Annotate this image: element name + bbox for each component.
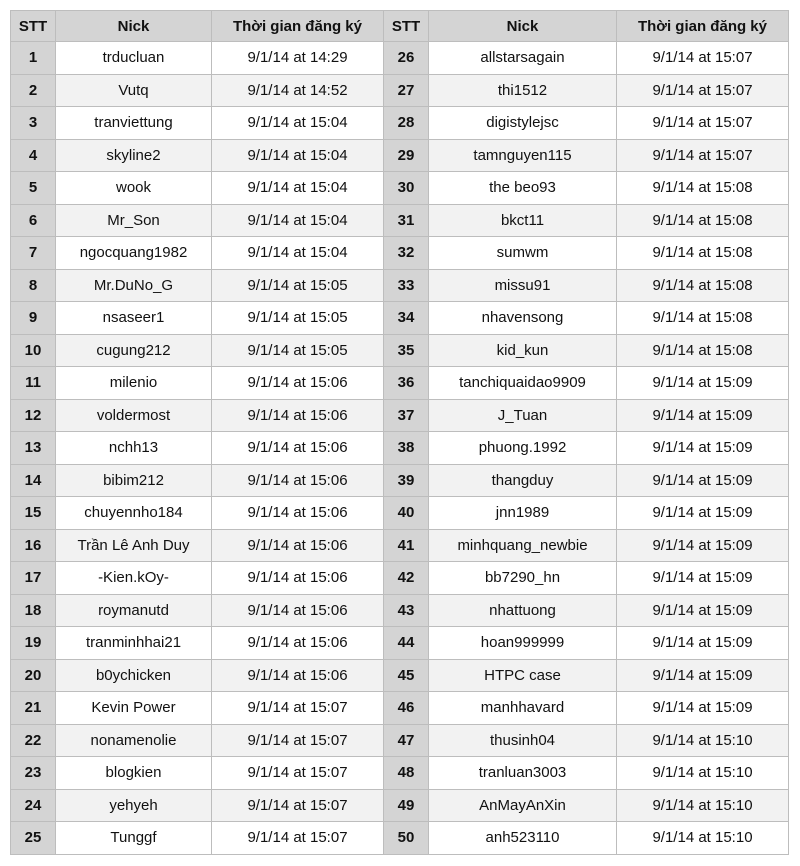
nick-cell: bb7290_hn <box>429 562 617 595</box>
stt-cell: 5 <box>11 172 56 205</box>
registration-table <box>10 10 789 855</box>
nick-cell: tamnguyen115 <box>429 139 617 172</box>
stt-cell: 29 <box>384 139 429 172</box>
registration-time-cell: 9/1/14 at 15:08 <box>617 204 789 237</box>
table-row <box>11 464 789 497</box>
registration-time-cell: 9/1/14 at 15:07 <box>212 789 384 822</box>
nick-cell: digistylejsc <box>429 107 617 140</box>
registration-time-cell: 9/1/14 at 15:06 <box>212 399 384 432</box>
stt-cell: 44 <box>384 627 429 660</box>
stt-cell: 48 <box>384 757 429 790</box>
nick-cell: milenio <box>56 367 212 400</box>
nick-cell: tanchiquaidao9909 <box>429 367 617 400</box>
registration-time-cell: 9/1/14 at 15:06 <box>212 497 384 530</box>
stt-cell: 23 <box>11 757 56 790</box>
registration-time-cell: 9/1/14 at 15:07 <box>212 822 384 855</box>
header-nick: Nick <box>56 11 212 42</box>
registration-time-cell: 9/1/14 at 15:09 <box>617 367 789 400</box>
nick-cell: Mr_Son <box>56 204 212 237</box>
registration-time-cell: 9/1/14 at 15:05 <box>212 302 384 335</box>
stt-cell: 27 <box>384 74 429 107</box>
nick-cell: jnn1989 <box>429 497 617 530</box>
registration-time-cell: 9/1/14 at 15:09 <box>617 432 789 465</box>
table-row <box>11 204 789 237</box>
table-row <box>11 529 789 562</box>
stt-cell: 6 <box>11 204 56 237</box>
nick-cell: Tunggf <box>56 822 212 855</box>
registration-table-container <box>10 10 789 855</box>
table-row <box>11 789 789 822</box>
table-row <box>11 42 789 75</box>
header-registration-time: Thời gian đăng ký <box>617 11 789 42</box>
table-row <box>11 692 789 725</box>
table-row <box>11 74 789 107</box>
registration-time-cell: 9/1/14 at 15:06 <box>212 659 384 692</box>
header-nick: Nick <box>429 11 617 42</box>
registration-time-cell: 9/1/14 at 15:07 <box>617 42 789 75</box>
stt-cell: 20 <box>11 659 56 692</box>
registration-time-cell: 9/1/14 at 15:09 <box>617 399 789 432</box>
stt-cell: 42 <box>384 562 429 595</box>
registration-time-cell: 9/1/14 at 14:52 <box>212 74 384 107</box>
registration-time-cell: 9/1/14 at 15:04 <box>212 204 384 237</box>
stt-cell: 18 <box>11 594 56 627</box>
table-row <box>11 107 789 140</box>
stt-cell: 34 <box>384 302 429 335</box>
stt-cell: 41 <box>384 529 429 562</box>
registration-time-cell: 9/1/14 at 15:08 <box>617 172 789 205</box>
registration-time-cell: 9/1/14 at 15:06 <box>212 464 384 497</box>
stt-cell: 35 <box>384 334 429 367</box>
registration-time-cell: 9/1/14 at 15:09 <box>617 627 789 660</box>
nick-cell: phuong.1992 <box>429 432 617 465</box>
nick-cell: thangduy <box>429 464 617 497</box>
nick-cell: skyline2 <box>56 139 212 172</box>
table-row <box>11 237 789 270</box>
table-row <box>11 139 789 172</box>
nick-cell: minhquang_newbie <box>429 529 617 562</box>
table-row <box>11 399 789 432</box>
stt-cell: 38 <box>384 432 429 465</box>
nick-cell: blogkien <box>56 757 212 790</box>
stt-cell: 32 <box>384 237 429 270</box>
nick-cell: voldermost <box>56 399 212 432</box>
stt-cell: 19 <box>11 627 56 660</box>
registration-time-cell: 9/1/14 at 15:10 <box>617 724 789 757</box>
stt-cell: 9 <box>11 302 56 335</box>
nick-cell: HTPC case <box>429 659 617 692</box>
table-row <box>11 334 789 367</box>
registration-time-cell: 9/1/14 at 15:04 <box>212 237 384 270</box>
registration-time-cell: 9/1/14 at 15:07 <box>617 74 789 107</box>
registration-time-cell: 9/1/14 at 15:04 <box>212 172 384 205</box>
registration-time-cell: 9/1/14 at 15:08 <box>617 269 789 302</box>
table-row <box>11 822 789 855</box>
stt-cell: 49 <box>384 789 429 822</box>
nick-cell: Vutq <box>56 74 212 107</box>
nick-cell: -Kien.kOy- <box>56 562 212 595</box>
stt-cell: 4 <box>11 139 56 172</box>
table-row <box>11 367 789 400</box>
registration-time-cell: 9/1/14 at 15:07 <box>617 139 789 172</box>
nick-cell: b0ychicken <box>56 659 212 692</box>
nick-cell: trducluan <box>56 42 212 75</box>
nick-cell: Mr.DuNo_G <box>56 269 212 302</box>
nick-cell: tranminhhai21 <box>56 627 212 660</box>
registration-time-cell: 9/1/14 at 15:07 <box>617 107 789 140</box>
stt-cell: 40 <box>384 497 429 530</box>
stt-cell: 45 <box>384 659 429 692</box>
stt-cell: 50 <box>384 822 429 855</box>
stt-cell: 7 <box>11 237 56 270</box>
nick-cell: ngocquang1982 <box>56 237 212 270</box>
stt-cell: 2 <box>11 74 56 107</box>
stt-cell: 16 <box>11 529 56 562</box>
registration-time-cell: 9/1/14 at 15:06 <box>212 627 384 660</box>
header-row <box>11 11 789 42</box>
stt-cell: 46 <box>384 692 429 725</box>
stt-cell: 47 <box>384 724 429 757</box>
table-body <box>11 42 789 855</box>
registration-time-cell: 9/1/14 at 15:07 <box>212 692 384 725</box>
registration-time-cell: 9/1/14 at 15:09 <box>617 659 789 692</box>
stt-cell: 25 <box>11 822 56 855</box>
table-row <box>11 302 789 335</box>
registration-time-cell: 9/1/14 at 15:04 <box>212 107 384 140</box>
stt-cell: 8 <box>11 269 56 302</box>
stt-cell: 15 <box>11 497 56 530</box>
stt-cell: 37 <box>384 399 429 432</box>
nick-cell: cugung212 <box>56 334 212 367</box>
nick-cell: chuyennho184 <box>56 497 212 530</box>
nick-cell: bkct11 <box>429 204 617 237</box>
stt-cell: 17 <box>11 562 56 595</box>
nick-cell: wook <box>56 172 212 205</box>
stt-cell: 26 <box>384 42 429 75</box>
table-row <box>11 497 789 530</box>
nick-cell: J_Tuan <box>429 399 617 432</box>
stt-cell: 21 <box>11 692 56 725</box>
nick-cell: sumwm <box>429 237 617 270</box>
registration-time-cell: 9/1/14 at 15:08 <box>617 302 789 335</box>
table-row <box>11 432 789 465</box>
registration-time-cell: 9/1/14 at 14:29 <box>212 42 384 75</box>
stt-cell: 36 <box>384 367 429 400</box>
nick-cell: hoan999999 <box>429 627 617 660</box>
nick-cell: manhhavard <box>429 692 617 725</box>
nick-cell: tranluan3003 <box>429 757 617 790</box>
stt-cell: 31 <box>384 204 429 237</box>
stt-cell: 14 <box>11 464 56 497</box>
nick-cell: missu91 <box>429 269 617 302</box>
registration-time-cell: 9/1/14 at 15:06 <box>212 432 384 465</box>
registration-time-cell: 9/1/14 at 15:09 <box>617 464 789 497</box>
registration-time-cell: 9/1/14 at 15:10 <box>617 789 789 822</box>
stt-cell: 28 <box>384 107 429 140</box>
nick-cell: nchh13 <box>56 432 212 465</box>
registration-time-cell: 9/1/14 at 15:06 <box>212 367 384 400</box>
stt-cell: 22 <box>11 724 56 757</box>
stt-cell: 43 <box>384 594 429 627</box>
registration-time-cell: 9/1/14 at 15:04 <box>212 139 384 172</box>
stt-cell: 10 <box>11 334 56 367</box>
header-stt: STT <box>11 11 56 42</box>
nick-cell: kid_kun <box>429 334 617 367</box>
registration-time-cell: 9/1/14 at 15:08 <box>617 237 789 270</box>
registration-time-cell: 9/1/14 at 15:09 <box>617 529 789 562</box>
table-row <box>11 659 789 692</box>
table-row <box>11 627 789 660</box>
registration-time-cell: 9/1/14 at 15:08 <box>617 334 789 367</box>
stt-cell: 11 <box>11 367 56 400</box>
stt-cell: 24 <box>11 789 56 822</box>
table-row <box>11 269 789 302</box>
nick-cell: yehyeh <box>56 789 212 822</box>
table-row <box>11 172 789 205</box>
nick-cell: the beo93 <box>429 172 617 205</box>
registration-time-cell: 9/1/14 at 15:05 <box>212 269 384 302</box>
table-row <box>11 724 789 757</box>
registration-time-cell: 9/1/14 at 15:09 <box>617 594 789 627</box>
nick-cell: anh523110 <box>429 822 617 855</box>
nick-cell: roymanutd <box>56 594 212 627</box>
registration-time-cell: 9/1/14 at 15:09 <box>617 562 789 595</box>
registration-time-cell: 9/1/14 at 15:06 <box>212 562 384 595</box>
nick-cell: allstarsagain <box>429 42 617 75</box>
nick-cell: thi1512 <box>429 74 617 107</box>
stt-cell: 13 <box>11 432 56 465</box>
nick-cell: bibim212 <box>56 464 212 497</box>
nick-cell: nsaseer1 <box>56 302 212 335</box>
stt-cell: 3 <box>11 107 56 140</box>
stt-cell: 30 <box>384 172 429 205</box>
stt-cell: 39 <box>384 464 429 497</box>
nick-cell: Trần Lê Anh Duy <box>56 529 212 562</box>
nick-cell: thusinh04 <box>429 724 617 757</box>
registration-time-cell: 9/1/14 at 15:07 <box>212 757 384 790</box>
header-registration-time: Thời gian đăng ký <box>212 11 384 42</box>
table-row <box>11 757 789 790</box>
stt-cell: 33 <box>384 269 429 302</box>
header-stt: STT <box>384 11 429 42</box>
nick-cell: nonamenolie <box>56 724 212 757</box>
stt-cell: 12 <box>11 399 56 432</box>
registration-time-cell: 9/1/14 at 15:10 <box>617 822 789 855</box>
registration-time-cell: 9/1/14 at 15:09 <box>617 497 789 530</box>
registration-time-cell: 9/1/14 at 15:07 <box>212 724 384 757</box>
nick-cell: AnMayAnXin <box>429 789 617 822</box>
registration-time-cell: 9/1/14 at 15:06 <box>212 594 384 627</box>
table-row <box>11 594 789 627</box>
registration-time-cell: 9/1/14 at 15:05 <box>212 334 384 367</box>
registration-time-cell: 9/1/14 at 15:10 <box>617 757 789 790</box>
nick-cell: tranviettung <box>56 107 212 140</box>
registration-time-cell: 9/1/14 at 15:06 <box>212 529 384 562</box>
registration-time-cell: 9/1/14 at 15:09 <box>617 692 789 725</box>
nick-cell: Kevin Power <box>56 692 212 725</box>
nick-cell: nhavensong <box>429 302 617 335</box>
nick-cell: nhattuong <box>429 594 617 627</box>
stt-cell: 1 <box>11 42 56 75</box>
table-row <box>11 562 789 595</box>
